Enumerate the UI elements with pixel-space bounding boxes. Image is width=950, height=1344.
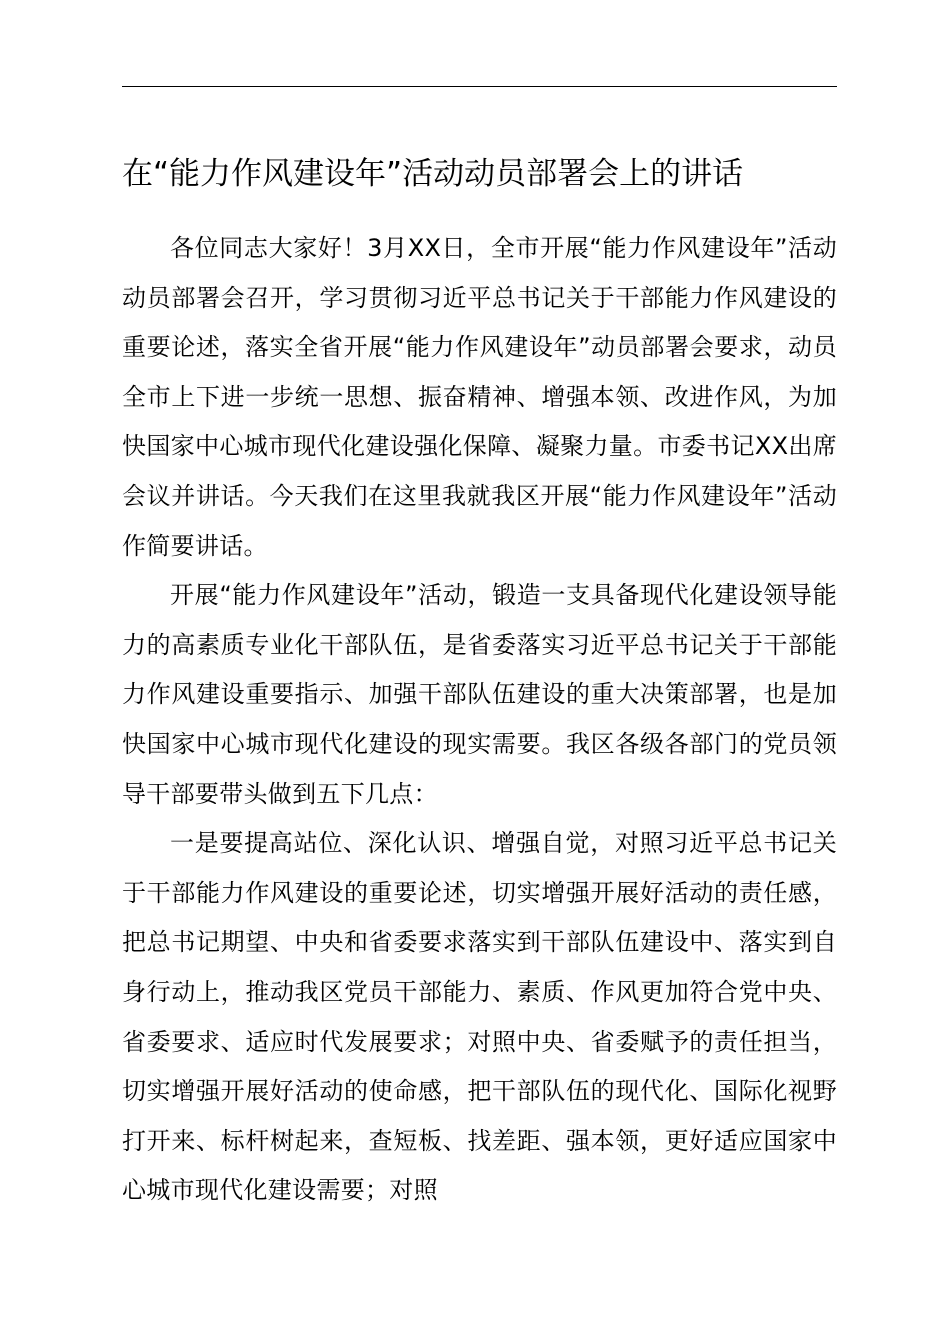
body-paragraph: 开展“能力作风建设年”活动，锻造一支具备现代化建设领导能力的高素质专业化干部队伍，是省委落实习近平总书记关于干部能力作风建设重要指示、加强干部队伍建设的重大决策部署，也是加快国家中心城市现代化建设的现实需要。我区各级各部门的党员领导干部要带头做到五下几点： — [122, 581, 837, 808]
document-body — [122, 224, 837, 1216]
body-paragraph: 一是要提高站位、深化认识、增强自觉，对照习近平总书记关于干部能力作风建设的重要论述，切实增强开展好活动的责任感，把总书记期望、中央和省委要求落实到干部队伍建设中、落实到自身行动上，推动我区党员干部能力、素质、作风更加符合党中央、省委要求、适应时代发展要求；对照中央、省委赋予的责任担当，切实增强开展好活动的使命感，把干部队伍的现代化、国际化视野打开来、标杆树起来，查短板、找差距、强本领，更好适应国家中心城市现代化建设需要；对照 — [122, 829, 837, 1205]
document-title: 在“能力作风建设年”活动动员部署会上的讲话 — [122, 156, 744, 192]
body-paragraph: 各位同志大家好！3月XX日，全市开展“能力作风建设年”活动动员部署会召开，学习贯彻习近平总书记关于干部能力作风建设的重要论述，落实全省开展“能力作风建设年”动员部署会要求，动员全市上下进一步统一思想、振奋精神、增强本领、改进作风，为加快国家中心城市现代化建设强化保障、凝聚力量。市委书记XX出席会议并讲话。今天我们在这里我就我区开展“能力作风建设年”活动作简要讲话。 — [122, 234, 837, 560]
header-rule — [122, 86, 837, 87]
